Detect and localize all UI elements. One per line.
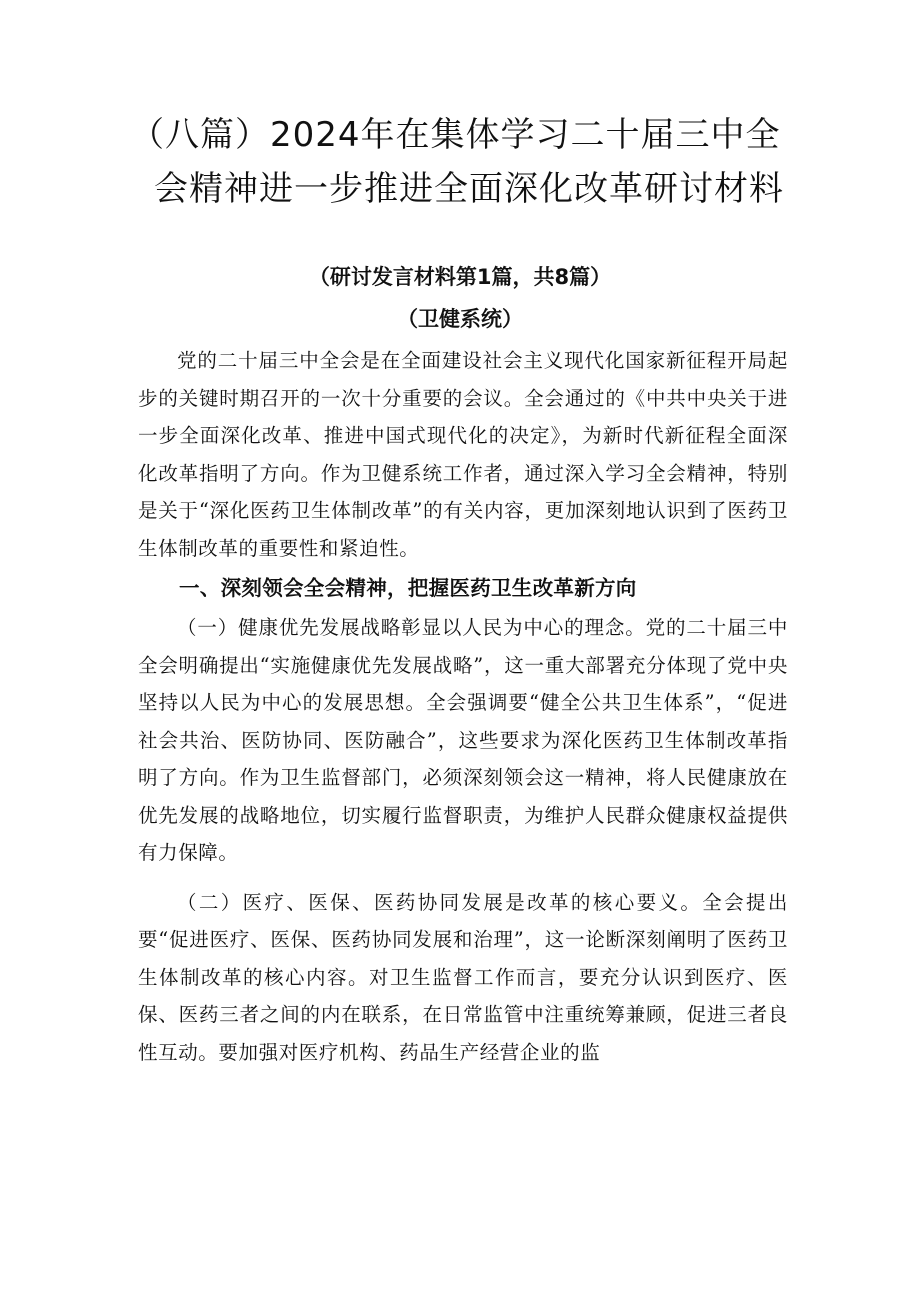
document-category: （卫健系统） <box>397 307 523 331</box>
title-line-1: （八篇）2024年在集体学习二十届三中全 <box>130 115 781 155</box>
intro-paragraph: 党的二十届三中全会是在全面建设社会主义现代化国家新征程开局起步的关键时期召开的一次十分重要的会议。全会通过的《中共中央关于进一步全面深化改革、推进中国式现代化的决定》，为新时代新征程全面深化改革指明了方向。作为卫健系统工作者，通过深入学习全会精神，特别是关于“深化医药卫生体制改革”的有关内容，更加深刻地认识到了医药卫生体制改革的重要性和紧迫性。 <box>138 349 788 560</box>
document-subtitle: （研讨发言材料第1篇，共8篇） <box>308 265 612 289</box>
document-body <box>138 342 788 1071</box>
body-paragraph: （二）医疗、医保、医药协同发展是改革的核心要义。全会提出要“促进医疗、医保、医药协同发展和治理”，这一论断深刻阐明了医药卫生体制改革的核心内容。对卫生监督工作而言，要充分认识到医疗、医保、医药三者之间的内在联系，在日常监管中注重统筹兼顾，促进三者良性互动。要加强对医疗机构、药品生产经营企业的监 <box>138 890 788 1064</box>
body-paragraph: （一）健康优先发展战略彰显以人民为中心的理念。党的二十届三中全会明确提出“实施健康优先发展战略”，这一重大部署充分体现了党中央坚持以人民为中心的发展思想。全会强调要“健全公共卫生体系”，“促进社会共治、医防协同、医防融合”，这些要求为深化医药卫生体制改革指明了方向。作为卫生监督部门，必须深刻领会这一精神，将人民健康放在优先发展的战略地位，切实履行监督职责，为维护人民群众健康权益提供有力保障。 <box>138 616 788 864</box>
section-heading: 一、深刻领会全会精神，把握医药卫生改革新方向 <box>179 576 637 600</box>
title-line-2: 会精神进一步推进全面深化改革研讨材料 <box>154 169 784 209</box>
document-title <box>130 108 790 216</box>
